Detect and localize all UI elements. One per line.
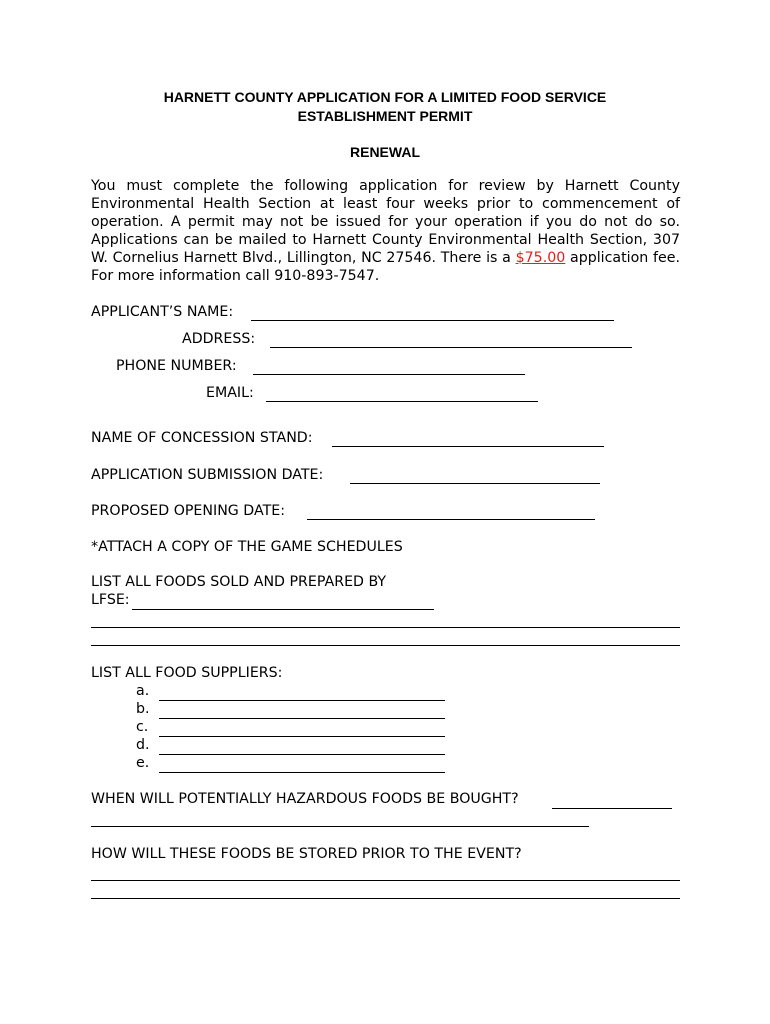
foods-sold-field[interactable] bbox=[132, 609, 434, 610]
email-label: EMAIL: bbox=[206, 385, 254, 401]
supplier-d-field[interactable] bbox=[159, 754, 445, 755]
foods-sold-label-cont: LFSE: bbox=[91, 592, 130, 608]
supplier-e-marker: e. bbox=[136, 755, 150, 771]
page-title-line-2: ESTABLISHMENT PERMIT bbox=[297, 108, 473, 124]
opening-date-label: PROPOSED OPENING DATE: bbox=[91, 503, 285, 519]
supplier-b-marker: b. bbox=[136, 701, 150, 717]
supplier-c-field[interactable] bbox=[159, 736, 445, 737]
concession-stand-field[interactable] bbox=[332, 446, 604, 447]
supplier-c-marker: c. bbox=[136, 719, 149, 735]
supplier-b-field[interactable] bbox=[159, 718, 445, 719]
supplier-a-marker: a. bbox=[136, 683, 150, 699]
phone-field[interactable] bbox=[253, 374, 525, 375]
concession-stand-label: NAME OF CONCESSION STAND: bbox=[91, 430, 313, 446]
page-subtitle: RENEWAL bbox=[350, 144, 420, 160]
applicant-name-label: APPLICANT’S NAME: bbox=[91, 304, 234, 320]
storage-question: HOW WILL THESE FOODS BE STORED PRIOR TO THE EVENT? bbox=[91, 846, 522, 862]
submission-date-field[interactable] bbox=[350, 483, 600, 484]
supplier-d-marker: d. bbox=[136, 737, 150, 753]
hazardous-foods-line-2[interactable] bbox=[91, 826, 589, 827]
hazardous-foods-question: WHEN WILL POTENTIALLY HAZARDOUS FOODS BE BOUGHT? bbox=[91, 791, 519, 807]
foods-sold-label: LIST ALL FOODS SOLD AND PREPARED BY bbox=[91, 574, 387, 590]
suppliers-label: LIST ALL FOOD SUPPLIERS: bbox=[91, 665, 283, 681]
page-title-line-1: HARNETT COUNTY APPLICATION FOR A LIMITED FOOD SERVICE bbox=[163, 89, 607, 105]
storage-line-2[interactable] bbox=[91, 898, 680, 899]
intro-text-end: application fee. For more information call 910-893-7547. bbox=[91, 250, 680, 284]
supplier-e-field[interactable] bbox=[159, 772, 445, 773]
applicant-name-field[interactable] bbox=[251, 320, 614, 321]
hazardous-foods-field[interactable] bbox=[552, 808, 672, 809]
opening-date-field[interactable] bbox=[307, 519, 595, 520]
attach-schedules-note: *ATTACH A COPY OF THE GAME SCHEDULES bbox=[91, 539, 403, 555]
submission-date-label: APPLICATION SUBMISSION DATE: bbox=[91, 467, 324, 483]
storage-field[interactable] bbox=[91, 880, 680, 881]
foods-sold-line-2[interactable] bbox=[91, 627, 680, 628]
intro-text: You must complete the following application for review by Harnett County Environmental Health Section at least four weeks prior to commencement of operation. A permit may not be issued for your operation if you do not do so. Applications can be mailed to Harnett County Environmental Health Section, 307 W. Cornelius Harnett Blvd., Lillington, NC 27546. There is a bbox=[91, 178, 680, 266]
address-field[interactable] bbox=[270, 347, 632, 348]
intro-paragraph bbox=[91, 177, 680, 285]
foods-sold-line-3[interactable] bbox=[91, 645, 680, 646]
email-field[interactable] bbox=[266, 401, 538, 402]
application-fee: $75.00 bbox=[515, 250, 566, 266]
address-label: ADDRESS: bbox=[182, 331, 256, 347]
supplier-a-field[interactable] bbox=[159, 700, 445, 701]
phone-label: PHONE NUMBER: bbox=[116, 358, 237, 374]
